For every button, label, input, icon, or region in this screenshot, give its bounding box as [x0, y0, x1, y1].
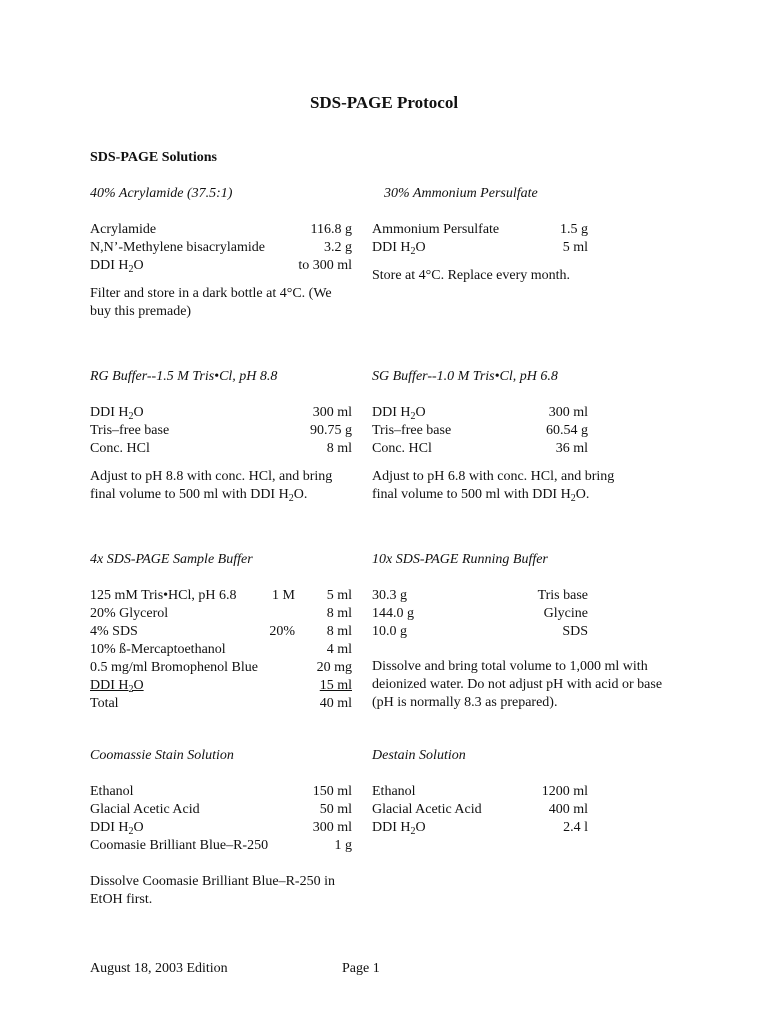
sample-row — [90, 623, 352, 641]
running-row — [372, 605, 588, 623]
rg-row — [90, 440, 352, 458]
reagent-name: DDI $H_2O$ — [90, 258, 144, 275]
coomassie-note: Dissolve Coomasie Brilliant Blue–R-250 in EtOH first. — [90, 874, 335, 907]
aps-row — [372, 239, 588, 257]
rg-row — [90, 422, 352, 440]
sg-buffer-section — [372, 368, 637, 504]
coomassie-row — [90, 819, 352, 837]
reagent-name: SDS — [562, 624, 588, 639]
reagent-name: Tris–free base — [90, 423, 170, 438]
reagent-amount: 300 ml — [312, 405, 352, 420]
reagent-amount: 50 ml — [319, 802, 352, 817]
coomassie-row — [90, 783, 352, 801]
reagent-name: Conc. HCl — [90, 441, 150, 456]
sg-row — [372, 404, 588, 422]
reagent-amount: 1 g — [334, 838, 352, 853]
running-row — [372, 587, 588, 605]
running-row — [372, 623, 588, 641]
reagent-name: 0.5 mg/ml Bromophenol Blue — [90, 660, 258, 675]
acrylamide-section — [90, 185, 352, 321]
reagent-name: DDI $H_2O$ — [372, 240, 426, 257]
reagent-amount: 8 ml — [326, 624, 352, 639]
destain-heading: Destain Solution — [372, 748, 466, 763]
reagent-amount: 90.75 g — [310, 423, 352, 438]
coomassie-row — [90, 801, 352, 819]
reagent-name: DDI $H_2O$ — [90, 820, 144, 837]
sample-buffer-section — [90, 551, 352, 713]
reagent-name: Glacial Acetic Acid — [90, 802, 200, 817]
reagent-amount: 5 ml — [562, 240, 588, 255]
acrylamide-note: Filter and store in a dark bottle at 4°C. (We buy this premade) — [90, 286, 332, 319]
reagent-name: Ethanol — [372, 784, 416, 799]
reagent-amount: to 300 ml — [298, 258, 352, 273]
reagent-amount: 144.0 g — [372, 606, 414, 621]
reagent-amount: 1200 ml — [541, 784, 588, 799]
reagent-amount: 36 ml — [555, 441, 588, 456]
reagent-name: 10% ß-Mercaptoethanol — [90, 642, 226, 657]
reagent-amount: 40 ml — [319, 696, 352, 711]
reagent-name: 125 mM Tris•HCl, pH 6.8 — [90, 588, 237, 603]
reagent-amount: 5 ml — [326, 588, 352, 603]
acrylamide-row — [90, 239, 352, 257]
reagent-name: Conc. HCl — [372, 441, 432, 456]
reagent-name: Ammonium Persulfate — [372, 222, 500, 237]
reagent-amount: 30.3 g — [372, 588, 407, 603]
stock-concentration: 1 M — [272, 588, 295, 603]
aps-section — [372, 185, 588, 285]
reagent-amount: 2.4 l — [563, 820, 588, 835]
section-title: SDS-PAGE Solutions — [90, 150, 217, 165]
reagent-name: N,N’-Methylene bisacrylamide — [90, 240, 265, 255]
reagent-amount: 1.5 g — [560, 222, 588, 237]
destain-section — [372, 747, 588, 837]
sg-heading: SG Buffer--1.0 M Tris•Cl, pH 6.8 — [372, 369, 558, 384]
destain-row — [372, 783, 588, 801]
sg-row — [372, 422, 588, 440]
rg-heading: RG Buffer--1.5 M Tris•Cl, pH 8.8 — [90, 369, 278, 384]
reagent-name: Glacial Acetic Acid — [372, 802, 482, 817]
reagent-amount: 3.2 g — [324, 240, 352, 255]
rg-note: Adjust to pH 8.8 with conc. HCl, and bring final volume to 500 ml with DDI $H_2O$. — [90, 469, 333, 504]
reagent-amount: 4 ml — [326, 642, 352, 657]
reagent-amount: 8 ml — [326, 606, 352, 621]
sample-row — [90, 605, 352, 623]
acrylamide-row — [90, 221, 352, 239]
stock-concentration: 20% — [269, 624, 295, 639]
reagent-amount: 150 ml — [312, 784, 352, 799]
aps-row — [372, 221, 588, 239]
footer-page-number: Page 1 — [342, 961, 380, 976]
reagent-amount: 60.54 g — [546, 423, 588, 438]
reagent-amount: 300 ml — [312, 820, 352, 835]
sample-row — [90, 677, 352, 695]
reagent-name: 4% SDS — [90, 624, 138, 639]
destain-row — [372, 819, 588, 837]
reagent-amount: 10.0 g — [372, 624, 407, 639]
footer-edition: August 18, 2003 Edition — [90, 961, 228, 976]
sample-row — [90, 659, 352, 677]
coomassie-heading: Coomassie Stain Solution — [90, 748, 234, 763]
destain-row — [372, 801, 588, 819]
rg-buffer-section — [90, 368, 352, 504]
reagent-name: Ethanol — [90, 784, 134, 799]
reagent-name: Coomasie Brilliant Blue–R-250 — [90, 838, 269, 853]
reagent-amount: 116.8 g — [310, 222, 352, 237]
running-heading: 10x SDS-PAGE Running Buffer — [372, 552, 548, 567]
reagent-name: DDI $H_2O$ — [90, 678, 144, 695]
reagent-name: Acrylamide — [90, 222, 157, 237]
reagent-name: Tris–free base — [372, 423, 452, 438]
reagent-name: 20% Glycerol — [90, 606, 169, 621]
reagent-name: Glycine — [543, 606, 588, 621]
acrylamide-row — [90, 257, 352, 275]
sg-note: Adjust to pH 6.8 with conc. HCl, and bring final volume to 500 ml with DDI $H_2O$. — [372, 469, 615, 504]
reagent-amount: 300 ml — [548, 405, 588, 420]
reagent-name: DDI $H_2O$ — [90, 405, 144, 422]
reagent-amount: 15 ml — [319, 678, 352, 693]
running-note: Dissolve and bring total volume to 1,000 ml with deionized water. Do not adjust pH with acid or base (pH is normally 8.3 as prepared). — [372, 659, 663, 710]
sample-row — [90, 641, 352, 659]
reagent-name: DDI $H_2O$ — [372, 820, 426, 837]
aps-note: Store at 4°C. Replace every month. — [372, 268, 571, 283]
reagent-name: Total — [90, 696, 119, 711]
rg-row — [90, 404, 352, 422]
reagent-amount: 8 ml — [326, 441, 352, 456]
sample-heading: 4x SDS-PAGE Sample Buffer — [90, 552, 253, 567]
sample-row — [90, 695, 352, 713]
running-buffer-section — [372, 551, 677, 712]
acrylamide-heading: 40% Acrylamide (37.5:1) — [90, 186, 233, 201]
coomassie-row — [90, 837, 352, 855]
reagent-name: Tris base — [537, 588, 588, 603]
sg-row — [372, 440, 588, 458]
coomassie-section — [90, 747, 352, 909]
reagent-name: DDI $H_2O$ — [372, 405, 426, 422]
reagent-amount: 20 mg — [316, 660, 352, 675]
page-title: SDS-PAGE Protocol — [309, 93, 459, 112]
sample-row — [90, 587, 352, 605]
reagent-amount: 400 ml — [548, 802, 588, 817]
aps-heading: 30% Ammonium Persulfate — [384, 186, 538, 201]
